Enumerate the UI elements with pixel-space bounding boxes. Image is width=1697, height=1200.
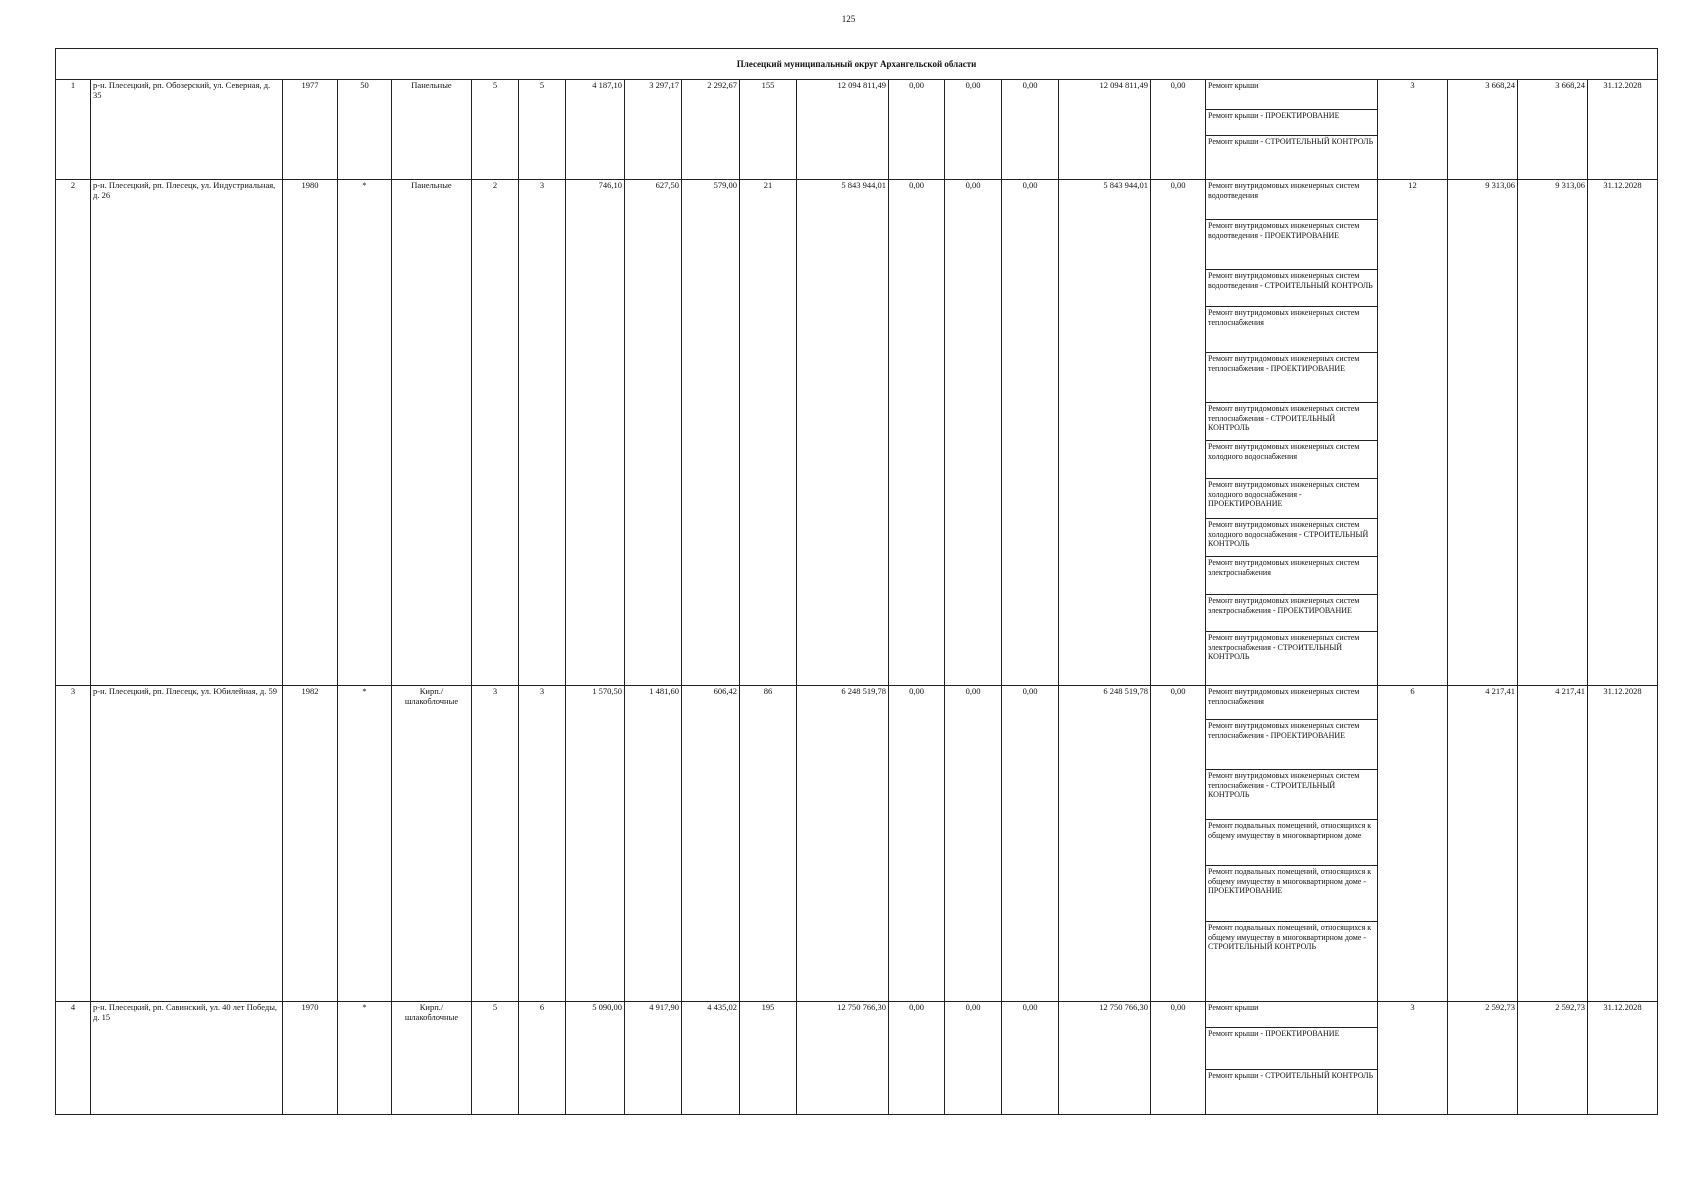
- fund-regional-cell: 0,00: [945, 80, 1002, 180]
- work-item: Ремонт внутридомовых инженерных систем электроснабжения: [1206, 557, 1377, 595]
- table-row: [56, 686, 1658, 1002]
- fund-federal-cell: 0,00: [889, 1002, 945, 1115]
- commission-year-cell: 1980: [283, 180, 338, 686]
- row-number: 2: [56, 180, 91, 686]
- floors-cell: 2: [472, 180, 519, 686]
- residents-cell: 155: [740, 80, 797, 180]
- works-list: [1206, 180, 1377, 670]
- work-item: Ремонт крыши - СТРОИТЕЛЬНЫЙ КОНТРОЛЬ: [1208, 1071, 1374, 1080]
- address-cell: р-н. Плесецкий, рп. Плесецк, ул. Индустриальная, д. 26: [91, 180, 283, 686]
- entrances-cell: 3: [519, 180, 566, 686]
- works-list: [1206, 80, 1377, 176]
- works-count-cell: 3: [1378, 80, 1448, 180]
- commission-year-cell: 1970: [283, 1002, 338, 1115]
- work-item: Ремонт внутридомовых инженерных систем водоотведения - СТРОИТЕЛЬНЫЙ КОНТРОЛЬ: [1206, 270, 1377, 307]
- commission-year-cell: 1977: [283, 80, 338, 180]
- fund-municipal-cell: 0,00: [1002, 80, 1059, 180]
- work-item: Ремонт внутридомовых инженерных систем теплоснабжения - СТРОИТЕЛЬНЫЙ КОНТРОЛЬ: [1206, 403, 1377, 441]
- fund-other-cell: 0,00: [1151, 80, 1206, 180]
- work-item: Ремонт внутридомовых инженерных систем холодного водоснабжения: [1206, 441, 1377, 479]
- entrances-cell: 6: [519, 1002, 566, 1115]
- address-cell: р-н. Плесецкий, рп. Плесецк, ул. Юбилейная, д. 59: [91, 686, 283, 1002]
- fund-regional-cell: 0,00: [945, 1002, 1002, 1115]
- work-item: Ремонт крыши: [1206, 80, 1377, 110]
- fund-regional-cell: 0,00: [945, 180, 1002, 686]
- work-item: Ремонт крыши - ПРОЕКТИРОВАНИЕ: [1206, 1028, 1377, 1070]
- work-item: Ремонт подвальных помещений, относящихся к общему имуществу в многоквартирном доме - СТРОИТЕЛЬНЫЙ КОНТРОЛЬ: [1208, 923, 1372, 952]
- total-area-cell: 5 090,00: [566, 1002, 625, 1115]
- work-item: Ремонт внутридомовых инженерных систем теплоснабжения: [1206, 307, 1377, 353]
- fund-federal-cell: 0,00: [889, 686, 945, 1002]
- fund-owners-cell: 6 248 519,78: [1059, 686, 1151, 1002]
- last-repair-year-cell: *: [338, 180, 392, 686]
- row-number: 3: [56, 686, 91, 1002]
- last-repair-year-cell: *: [338, 686, 392, 1002]
- row-number: 1: [56, 80, 91, 180]
- work-item: Ремонт внутридомовых инженерных систем холодного водоснабжения - СТРОИТЕЛЬНЫЙ КОНТРОЛЬ: [1206, 519, 1377, 557]
- deadline-cell: 31.12.2028: [1588, 1002, 1658, 1115]
- works-list: [1206, 1002, 1377, 1111]
- work-item: Ремонт внутридомовых инженерных систем электроснабжения - ПРОЕКТИРОВАНИЕ: [1206, 595, 1377, 632]
- residents-cell: 21: [740, 180, 797, 686]
- table-row: [56, 80, 1658, 180]
- fund-municipal-cell: 0,00: [1002, 180, 1059, 686]
- floors-cell: 5: [472, 80, 519, 180]
- total-cost-cell: 6 248 519,78: [797, 686, 889, 1002]
- fund-municipal-cell: 0,00: [1002, 686, 1059, 1002]
- max-unit-cost-cell: 4 217,41: [1518, 686, 1588, 1002]
- unit-cost-cell: 9 313,06: [1448, 180, 1518, 686]
- unit-cost-cell: 3 668,24: [1448, 80, 1518, 180]
- total-area-cell: 746,10: [566, 180, 625, 686]
- fund-owners-cell: 12 750 766,30: [1059, 1002, 1151, 1115]
- entrances-cell: 5: [519, 80, 566, 180]
- residential-area-cell: 579,00: [682, 180, 740, 686]
- last-repair-year-cell: *: [338, 1002, 392, 1115]
- wall-material-cell: Панельные: [392, 180, 472, 686]
- fund-federal-cell: 0,00: [889, 180, 945, 686]
- unit-cost-cell: 2 592,73: [1448, 1002, 1518, 1115]
- works-cell: [1206, 80, 1378, 180]
- work-item: Ремонт подвальных помещений, относящихся к общему имуществу в многоквартирном доме - ПРОЕКТИРОВАНИЕ: [1206, 866, 1377, 922]
- wall-material-cell: Кирп./ шлакоблочные: [392, 1002, 472, 1115]
- deadline-cell: 31.12.2028: [1588, 180, 1658, 686]
- wall-material-cell: Кирп./ шлакоблочные: [392, 686, 472, 1002]
- residential-area-cell: 606,42: [682, 686, 740, 1002]
- work-item: Ремонт крыши - СТРОИТЕЛЬНЫЙ КОНТРОЛЬ: [1208, 137, 1374, 146]
- residential-area-cell: 2 292,67: [682, 80, 740, 180]
- fund-other-cell: 0,00: [1151, 1002, 1206, 1115]
- region-title: Плесецкий муниципальный округ Архангельской области: [56, 49, 1658, 80]
- total-area-cell: 4 187,10: [566, 80, 625, 180]
- work-item: Ремонт внутридомовых инженерных систем холодного водоснабжения - ПРОЕКТИРОВАНИЕ: [1206, 479, 1377, 519]
- total-cost-cell: 5 843 944,01: [797, 180, 889, 686]
- deadline-cell: 31.12.2028: [1588, 686, 1658, 1002]
- wall-material-cell: Панельные: [392, 80, 472, 180]
- premises-area-cell: 4 917,90: [625, 1002, 682, 1115]
- works-cell: [1206, 180, 1378, 686]
- work-item: Ремонт внутридомовых инженерных систем электроснабжения - СТРОИТЕЛЬНЫЙ КОНТРОЛЬ: [1208, 633, 1360, 662]
- works-count-cell: 3: [1378, 1002, 1448, 1115]
- premises-area-cell: 627,50: [625, 180, 682, 686]
- commission-year-cell: 1982: [283, 686, 338, 1002]
- fund-other-cell: 0,00: [1151, 686, 1206, 1002]
- work-item: Ремонт внутридомовых инженерных систем теплоснабжения - ПРОЕКТИРОВАНИЕ: [1206, 720, 1377, 770]
- work-item: Ремонт внутридомовых инженерных систем теплоснабжения - ПРОЕКТИРОВАНИЕ: [1206, 353, 1377, 403]
- residents-cell: 86: [740, 686, 797, 1002]
- page-number: 125: [841, 14, 856, 24]
- residential-area-cell: 4 435,02: [682, 1002, 740, 1115]
- unit-cost-cell: 4 217,41: [1448, 686, 1518, 1002]
- fund-regional-cell: 0,00: [945, 686, 1002, 1002]
- works-count-cell: 6: [1378, 686, 1448, 1002]
- capital-repair-register-table: [55, 48, 1658, 1115]
- work-item: Ремонт внутридомовых инженерных систем теплоснабжения - СТРОИТЕЛЬНЫЙ КОНТРОЛЬ: [1206, 770, 1377, 820]
- fund-owners-cell: 5 843 944,01: [1059, 180, 1151, 686]
- work-item: Ремонт подвальных помещений, относящихся к общему имуществу в многоквартирном доме: [1206, 820, 1377, 866]
- deadline-cell: 31.12.2028: [1588, 80, 1658, 180]
- max-unit-cost-cell: 2 592,73: [1518, 1002, 1588, 1115]
- work-item: Ремонт крыши - ПРОЕКТИРОВАНИЕ: [1206, 110, 1377, 136]
- total-cost-cell: 12 750 766,30: [797, 1002, 889, 1115]
- table-row: [56, 1002, 1658, 1115]
- entrances-cell: 3: [519, 686, 566, 1002]
- works-cell: [1206, 686, 1378, 1002]
- region-header-row: [56, 49, 1658, 80]
- fund-other-cell: 0,00: [1151, 180, 1206, 686]
- address-cell: р-н. Плесецкий, рп. Савинский, ул. 40 лет Победы, д. 15: [91, 1002, 283, 1115]
- max-unit-cost-cell: 9 313,06: [1518, 180, 1588, 686]
- fund-owners-cell: 12 094 811,49: [1059, 80, 1151, 180]
- work-item: Ремонт внутридомовых инженерных систем водоотведения: [1206, 180, 1377, 220]
- row-number: 4: [56, 1002, 91, 1115]
- work-item: Ремонт внутридомовых инженерных систем теплоснабжения: [1206, 686, 1377, 720]
- floors-cell: 5: [472, 1002, 519, 1115]
- premises-area-cell: 1 481,60: [625, 686, 682, 1002]
- residents-cell: 195: [740, 1002, 797, 1115]
- total-area-cell: 1 570,50: [566, 686, 625, 1002]
- last-repair-year-cell: 50: [338, 80, 392, 180]
- premises-area-cell: 3 297,17: [625, 80, 682, 180]
- table-row: [56, 180, 1658, 686]
- work-item: Ремонт крыши: [1206, 1002, 1377, 1028]
- work-item: Ремонт внутридомовых инженерных систем водоотведения - ПРОЕКТИРОВАНИЕ: [1206, 220, 1377, 270]
- fund-federal-cell: 0,00: [889, 80, 945, 180]
- floors-cell: 3: [472, 686, 519, 1002]
- address-cell: р-н. Плесецкий, рп. Обозерский, ул. Северная, д. 35: [91, 80, 283, 180]
- works-list: [1206, 686, 1377, 1000]
- total-cost-cell: 12 094 811,49: [797, 80, 889, 180]
- works-cell: [1206, 1002, 1378, 1115]
- works-count-cell: 12: [1378, 180, 1448, 686]
- max-unit-cost-cell: 3 668,24: [1518, 80, 1588, 180]
- fund-municipal-cell: 0,00: [1002, 1002, 1059, 1115]
